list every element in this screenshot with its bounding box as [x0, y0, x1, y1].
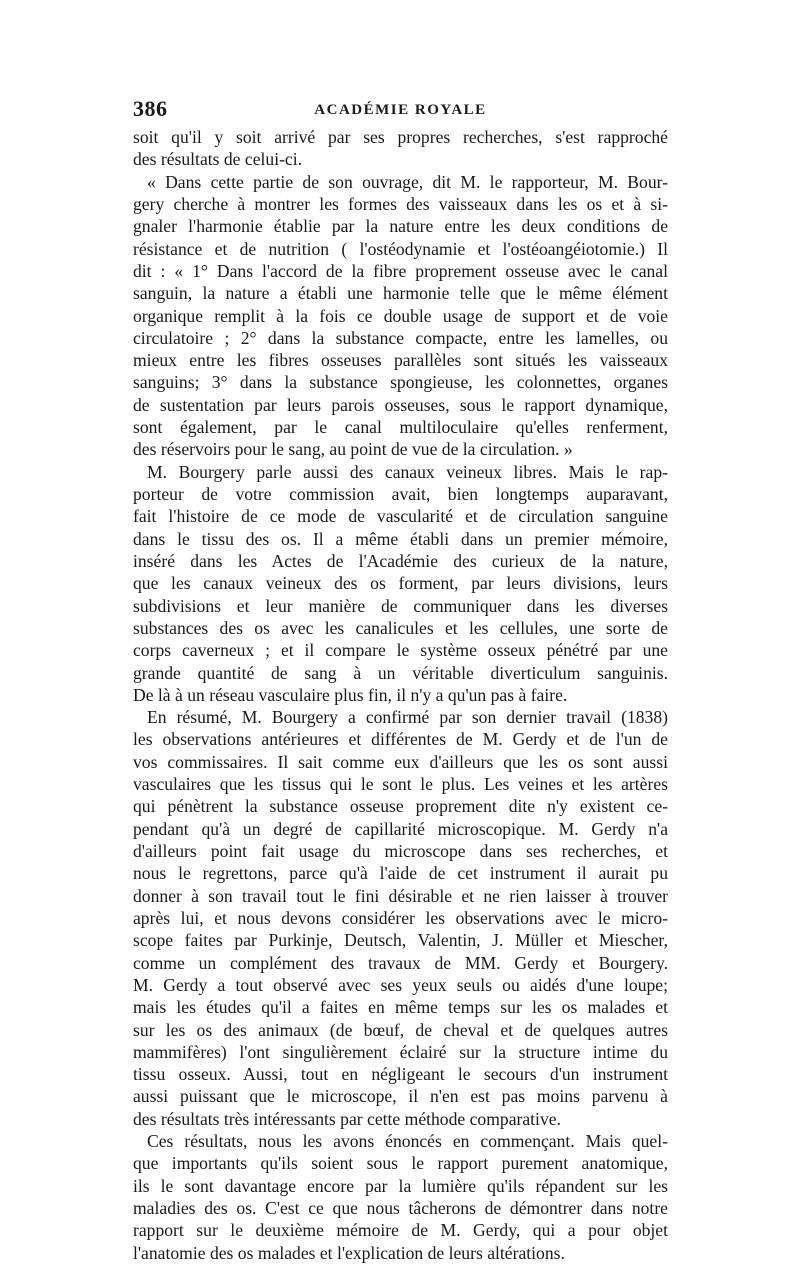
body-text: [133, 126, 668, 1264]
text-line: mais les études qu'il a faites en même temps sur les os malades et: [133, 997, 668, 1018]
text-line: de sustentation par leurs parois osseuses, sous le rapport dynamique,: [133, 394, 668, 415]
text-line: vos commissaires. Il sait comme eux d'ailleurs que les os sont aussi: [133, 751, 668, 772]
text-line: donner à son travail tout le fini désirable et ne rien laisser à trouver: [133, 885, 668, 906]
page-number: 386: [133, 96, 168, 121]
text-line: M. Gerdy a tout observé avec ses yeux seuls ou aidés d'une loupe;: [133, 974, 668, 995]
text-line: dit : « 1° Dans l'accord de la fibre proprement osseuse avec le canal: [133, 260, 668, 281]
text-line: vasculaires que les tissus qui le sont le plus. Les veines et les artères: [133, 774, 668, 795]
text-line: M. Bourgery parle aussi des canaux veineux libres. Mais le rap-: [147, 461, 668, 482]
running-head: ACADÉMIE ROYALE: [314, 102, 487, 118]
text-line: que les canaux veineux des os forment, par leurs divisions, leurs: [133, 573, 668, 594]
text-line: ils le sont davantage encore par la lumière qu'ils répandent sur les: [133, 1175, 668, 1196]
text-line: les observations antérieures et différentes de M. Gerdy et de l'un de: [133, 729, 668, 750]
text-line: inséré dans les Actes de l'Académie des curieux de la nature,: [133, 550, 668, 571]
text-line: corps caverneux ; et il compare le système osseux pénétré par une: [133, 640, 668, 661]
text-line: organique remplit à la fois ce double usage de support et de voie: [133, 305, 668, 326]
text-line: pendant qu'à un degré de capillarité microscopique. M. Gerdy n'a: [133, 818, 668, 839]
text-line: tissu osseux. Aussi, tout en négligeant le secours d'un instrument: [133, 1064, 668, 1085]
text-line: aussi puissant que le microscope, il n'en est pas moins parvenu à: [133, 1086, 668, 1107]
text-line: circulatoire ; 2° dans la substance compacte, entre les lamelles, ou: [133, 327, 668, 348]
text-line: grande quantité de sang à un véritable diverticulum sanguinis.: [133, 662, 668, 683]
text-line: après lui, et nous devons considérer les observations avec le micro-: [133, 907, 668, 928]
text-line: d'ailleurs point fait usage du microscope dans ses recherches, et: [133, 841, 668, 861]
text-line: Ces résultats, nous les avons énoncés en commençant. Mais quel-: [147, 1131, 668, 1152]
text-line: substances des os avec les canalicules et les cellules, une sorte de: [133, 617, 668, 638]
page-header: [133, 96, 668, 126]
text-line: fait l'histoire de ce mode de vascularité et de circulation sanguine: [133, 506, 668, 527]
text-line: que importants qu'ils soient sous le rapport purement anatomique,: [133, 1153, 668, 1174]
text-line: sur les os des animaux (de bœuf, de cheval et de quelques autres: [133, 1019, 668, 1040]
text-line: l'anatomie des os malades et l'explication de leurs altérations.: [133, 1242, 565, 1263]
text-line: scope faites par Purkinje, Deutsch, Valentin, J. Müller et Miescher,: [133, 930, 668, 951]
text-line: subdivisions et leur manière de communiquer dans les diverses: [133, 595, 668, 616]
text-line: qui pénètrent la substance osseuse proprement dite n'y existent ce-: [133, 796, 668, 817]
text-line: En résumé, M. Bourgery a confirmé par son dernier travail (1838): [147, 707, 668, 728]
text-line: des résultats de celui-ci.: [133, 149, 303, 170]
text-line: gery cherche à montrer les formes des vaisseaux dans les os et à si-: [133, 193, 668, 214]
text-line: porteur de votre commission avait, bien longtemps auparavant,: [133, 484, 668, 504]
text-line: « Dans cette partie de son ouvrage, dit M. le rapporteur, M. Bour-: [147, 171, 668, 192]
text-line: mammifères) l'ont singulièrement éclairé sur la structure intime du: [133, 1041, 668, 1062]
text-line: comme un complément des travaux de MM. Gerdy et Bourgery.: [133, 952, 668, 973]
text-line: nous le regrettons, parce qu'à l'aide de cet instrument il aurait pu: [133, 863, 668, 884]
text-line: soit qu'il y soit arrivé par ses propres recherches, s'est rapproché: [133, 127, 668, 147]
text-line: De là à un réseau vasculaire plus fin, il n'y a qu'un pas à faire.: [133, 684, 568, 705]
text-line: maladies des os. C'est ce que nous tâcherons de démontrer dans notre: [133, 1198, 668, 1218]
text-line: dans le tissu des os. Il a même établi dans un premier mémoire,: [133, 528, 668, 549]
text-line: des résultats très intéressants par cette méthode comparative.: [133, 1108, 561, 1129]
text-line: gnaler l'harmonie établie par la nature entre les deux conditions de: [133, 216, 668, 237]
text-line: sont également, par le canal multiloculaire qu'elles renferment,: [133, 417, 668, 438]
text-line: des réservoirs pour le sang, au point de vue de la circulation. »: [133, 439, 573, 460]
text-line: sanguin, la nature a établi une harmonie telle que le même élément: [133, 283, 668, 304]
text-line: sanguins; 3° dans la substance spongieuse, les colonnettes, organes: [133, 372, 668, 393]
text-line: mieux entre les fibres osseuses parallèles sont situés les vaisseaux: [133, 350, 668, 371]
text-line: rapport sur le deuxième mémoire de M. Gerdy, qui a pour objet: [133, 1220, 668, 1241]
text-line: résistance et de nutrition ( l'ostéodynamie et l'ostéoangéiotomie.) Il: [133, 238, 668, 259]
